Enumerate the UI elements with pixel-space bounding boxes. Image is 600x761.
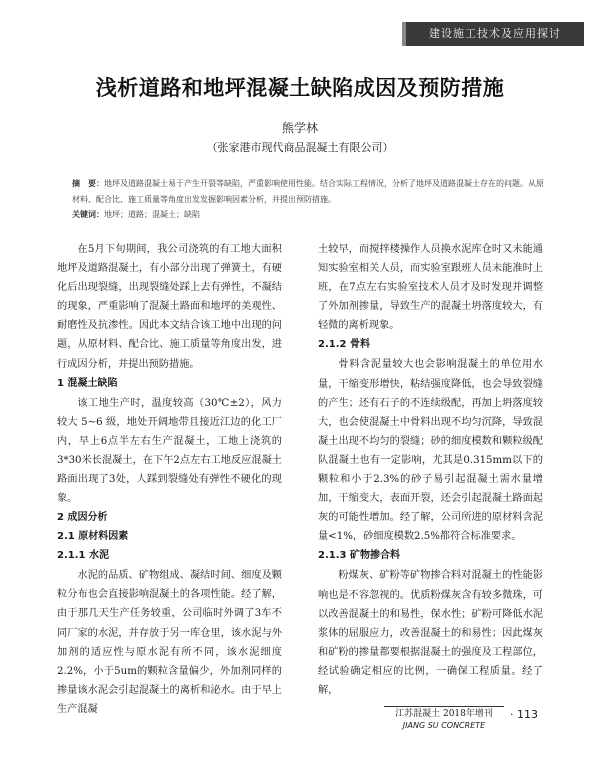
author-affiliation: （张家港市现代商品混凝土有限公司） — [206, 141, 394, 154]
cement-paragraph: 水泥的品质、矿物组成、凝结时间、细度及颗粒分布也会直接影响混凝土的各项性能。经了解，由于那几天生产任务较重，公司临时外调了3车不同厂家的水泥，并存放于另一库仓里，该水泥与外加剂的适应性与原水泥有所不同，该水泥细度2.2%，小于5um的颗粒含量偏少，外加剂同样的掺量该水泥会引起混凝土的离析和泌水。由于早上生产混凝 — [57, 570, 282, 715]
keywords — [72, 208, 550, 222]
intro-paragraph: 在5月下旬期间，我公司浇筑的有工地大面积地坪及道路混凝土，有小部分出现了弹簧土，有硬化后出现裂缝，出现裂缝处踩上去有弹性，不凝结的现象，严重影响了混凝土路面和地坪的美观性、耐磨性及抗渗性。因此本文结合该工地中出现的问题，从原材料、配合比、施工质量等角度出发，进行成因分析，并提出预防措施。 — [57, 244, 282, 370]
left-column — [57, 240, 282, 719]
section-heading-2: 2 成因分析 — [57, 512, 108, 524]
abstract-text: 地坪及道路混凝土易于产生开裂等缺陷，严重影响使用性能。结合实际工程情况，分析了地坪及道路混凝土存在的问题。从原材料、配合比、施工质量等角度出发发掘影响因素分析，并提出预防措施。 — [72, 179, 544, 204]
keywords-label: 关键词： — [72, 210, 104, 219]
aggregate-paragraph: 骨料含泥量较大也会影响混凝土的单位用水量，干缩变形增快，粘结强度降低，也会导致裂缝的产生；还有石子的不连续级配，再加上坍落度较大，也会使混凝土中骨料出现不均匀沉降，导致混凝土出现不均匀的裂缝；砂的细度模数和颗粒级配队混凝土也有一定影响，尤其是0.315mm以下的颗粒和小于2.3%的砂子易引起混凝土需水量增加，干缩变大，表面开裂，还会引起混凝土路面起灰的可能性增加。经了解，公司所进的原材料含泥量<1%，砂细度模数2.5%都符合标准要求。 — [318, 359, 543, 543]
continued-paragraph: 土较早，而搅拌楼操作人员换水泥库仓时又未能通知实验室相关人员，而实验室跟班人员未能准时上班，在7点左右实验室技术人员才及时发现并调整了外加剂掺量，导致生产的混凝土坍落度较大，有轻微的离析现象。 — [318, 244, 543, 332]
column-tag: 建设施工技术及应用探讨 — [402, 22, 584, 46]
page-number: · 113 — [510, 708, 538, 721]
admixture-paragraph: 粉煤灰、矿粉等矿物掺合料对混凝土的性能影响也是不容忽视的。优质粉煤灰含有较多微珠，可以改善混凝土的和易性，保水性；矿粉可降低水泥浆体的屈服应力，改善混凝土的和易性；因此煤灰和矿粉的掺量都要根据混凝土的强度及工程部位，经试验确定相应的比例，一确保工程质量。经了解， — [318, 570, 543, 696]
journal-name-en: JIANG SU CONCRETE — [402, 721, 486, 730]
keywords-text: 地坪；道路；混凝土；缺陷 — [104, 210, 200, 219]
journal-name-cn: 江苏混凝土 2018年增刊 — [395, 709, 493, 719]
abstract — [72, 176, 550, 208]
abstract-label: 摘 要： — [72, 179, 104, 188]
journal-footer — [384, 706, 504, 732]
section-heading-2-1-1: 2.1.1 水泥 — [57, 550, 109, 562]
right-column — [318, 240, 543, 700]
author-name: 熊学林 — [281, 121, 318, 135]
section-heading-2-1-3: 2.1.3 矿物掺合料 — [318, 550, 400, 562]
article-title: 浅析道路和地坪混凝土缺陷成因及预防措施 — [95, 76, 505, 100]
section-1-paragraph: 该工地生产时，温度较高（30℃±2），风力较大 5~6 级，地处开阔地带且接近江边的化工厂内，早上6点半左右生产混凝土，工地上浇筑的3*30米长混凝土，在下午2点左右工地反应混凝土路面出现了3处，人踩到裂缝处有弹性不硬化的现象。 — [57, 397, 282, 505]
section-heading-2-1: 2.1 原材料因素 — [57, 531, 129, 543]
section-heading-2-1-2: 2.1.2 骨料 — [318, 339, 370, 351]
section-heading-1: 1 混凝土缺陷 — [57, 377, 118, 389]
